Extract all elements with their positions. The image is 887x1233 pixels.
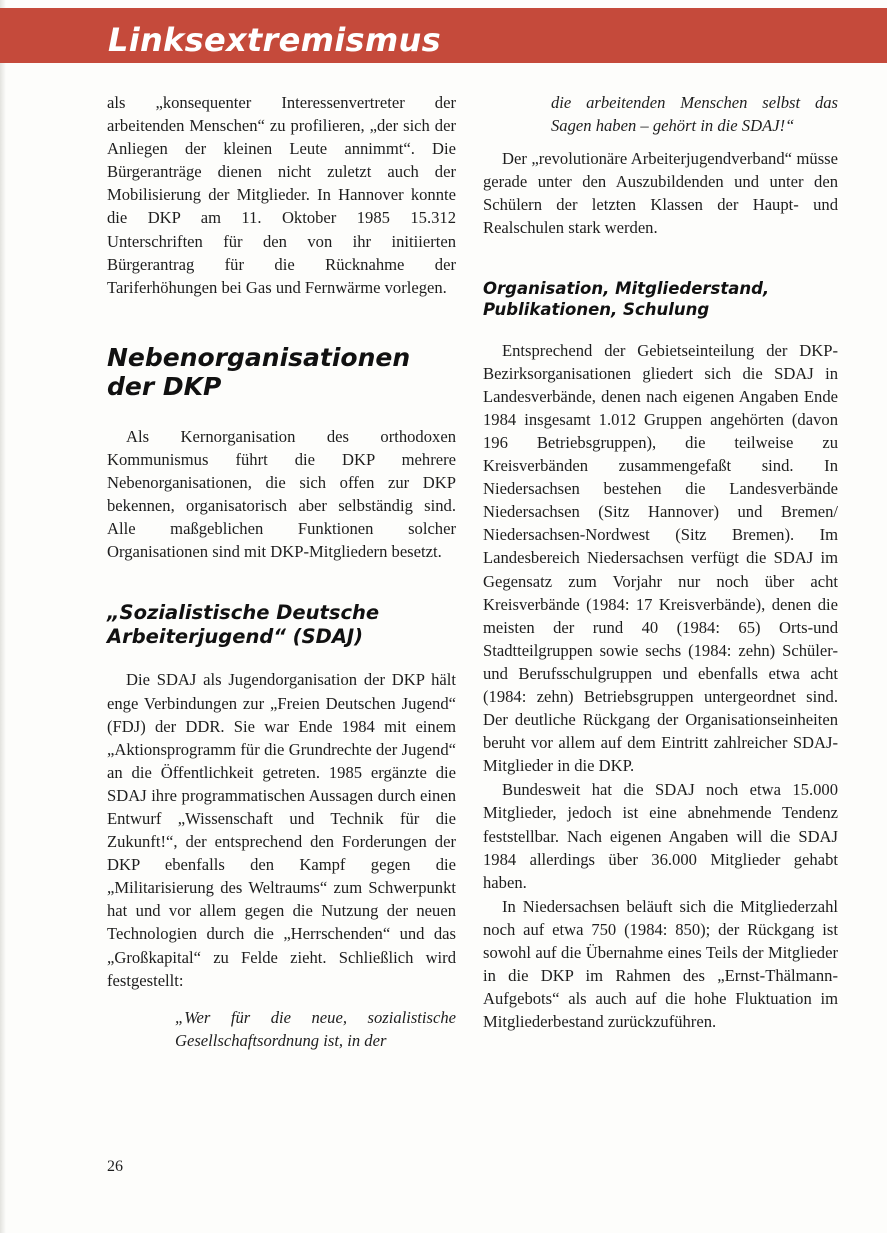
left-column xyxy=(107,91,456,1052)
page-number: 26 xyxy=(107,1158,123,1175)
page-edge-shadow xyxy=(0,0,6,1233)
paragraph-nebenorganisationen: Als Kernorganisation des orthodoxen Kommunismus führt die DKP mehrere Nebenorganisationen, die sich offen zur DKP bekennen, organisatorisch aber selbständig sind. Alle maßgeblichen Funktionen solcher Organisationen sind mit DKP-Mitgliedern besetzt. xyxy=(107,426,456,562)
heading-organisation: Organisation, Mitgliederstand, Publikationen, Schulung xyxy=(483,278,770,319)
paragraph-niedersachsen: In Niedersachsen beläuft sich die Mitgliederzahl noch auf etwa 750 (1984: 850); der Rückgang ist sowohl auf die Übernahme eines Teils der Mitglieder in die DKP im Rahmen des „Ernst-Thälmann-Aufgebots“ als auch auf die hohe Fluktuation im Mitgliederbestand zurückzuführen. xyxy=(483,896,838,1032)
paragraph-gliederung: Entsprechend der Gebietseinteilung der DKP-Bezirksorganisationen gliedert sich die SDAJ in Landesverbände, denen nach eigenen Angaben Ende 1984 insgesamt 1.012 Gruppen angehörten (davon 196 Betriebsgruppen), die teilweise zu Kreisverbänden zusammengefaßt sind. In Niedersachsen bestehen die Landesverbände Niedersachsen (Sitz Hannover) und Bremen/ Niedersachsen-Nordwest (Sitz Bremen). Im Landesbereich Niedersachsen verfügt die SDAJ im Gegensatz zum Vorjahr nur noch über acht Kreisverbände (1984: 17 Kreisverbände), denen die meisten der rund 40 (1984: 65) Orts-und Stadtteilgruppen sowie sechs (1984: zehn) Schüler- und Berufsschulgruppen und ebenfalls etwa acht (1984: zehn) Betriebsgruppen untergeordnet sind. Der deutliche Rückgang der Organisationseinheiten beruht vor allem auf dem Eintritt zahlreicher SDAJ-Mitglieder in die DKP. xyxy=(483,340,838,776)
section-title: Linksextremismus xyxy=(108,21,441,59)
right-column xyxy=(483,91,838,1033)
heading-sdaj: „Sozialistische Deutsche Arbeiterjugend“ (SDAJ) xyxy=(107,601,380,649)
intro-paragraph: als „konsequenter Interessenvertreter der arbeitenden Menschen“ zu profilieren, „der sich der Anliegen der kleinen Leute annimmt“. Die Bürgeranträge dienen nicht zuletzt auch der Mobilisierung der Mitglieder. In Hannover konnte die DKP am 11. Oktober 1985 15.312 Unterschriften für den von ihr initiierten Bürgerantrag für die Rücknahme der Tariferhöhungen bei Gas und Fernwärme vorlegen. xyxy=(107,93,456,297)
quote-end: die arbeitenden Menschen selbst das Sagen haben – gehört in die SDAJ!“ xyxy=(551,93,838,136)
section-banner xyxy=(0,8,887,63)
paragraph-sdaj: Die SDAJ als Jugendorganisation der DKP hält enge Verbindungen zur „Freien Deutschen Jugend“ (FDJ) der DDR. Sie war Ende 1984 mit einem „Aktionsprogramm für die Grundrechte der Jugend“ an die Öffentlichkeit getreten. 1985 ergänzte die SDAJ ihre programmatischen Aussagen durch einen Entwurf „Wissenschaft und Technik für die Zukunft!“, der entsprechend den Forderungen der DKP ebenfalls den Kampf gegen die „Militarisierung des Weltraums“ zum Schwerpunkt hat und vor allem gegen die Nutzung der neuen Technologien durch die „Herrschenden“ und das „Großkapital“ zu Felde zieht. Schließlich wird festgestellt: xyxy=(107,670,456,990)
paragraph-verband: Der „revolutionäre Arbeiterjugendverband“ müsse gerade unter den Auszubildenden und unter den Schülern der letzten Klassen der Haupt- und Realschulen stark werden. xyxy=(483,149,838,238)
heading-nebenorganisationen: Nebenorganisationen der DKP xyxy=(107,342,411,401)
paragraph-bundesweit: Bundesweit hat die SDAJ noch etwa 15.000 Mitglieder, jedoch ist eine abnehmende Tendenz feststellbar. Nach eigenen Angaben will die SDAJ 1984 allerdings über 36.000 Mitglieder gehabt haben. xyxy=(483,780,838,892)
quote-start: „Wer für die neue, sozialistische Gesellschaftsordnung ist, in der xyxy=(175,1007,456,1050)
